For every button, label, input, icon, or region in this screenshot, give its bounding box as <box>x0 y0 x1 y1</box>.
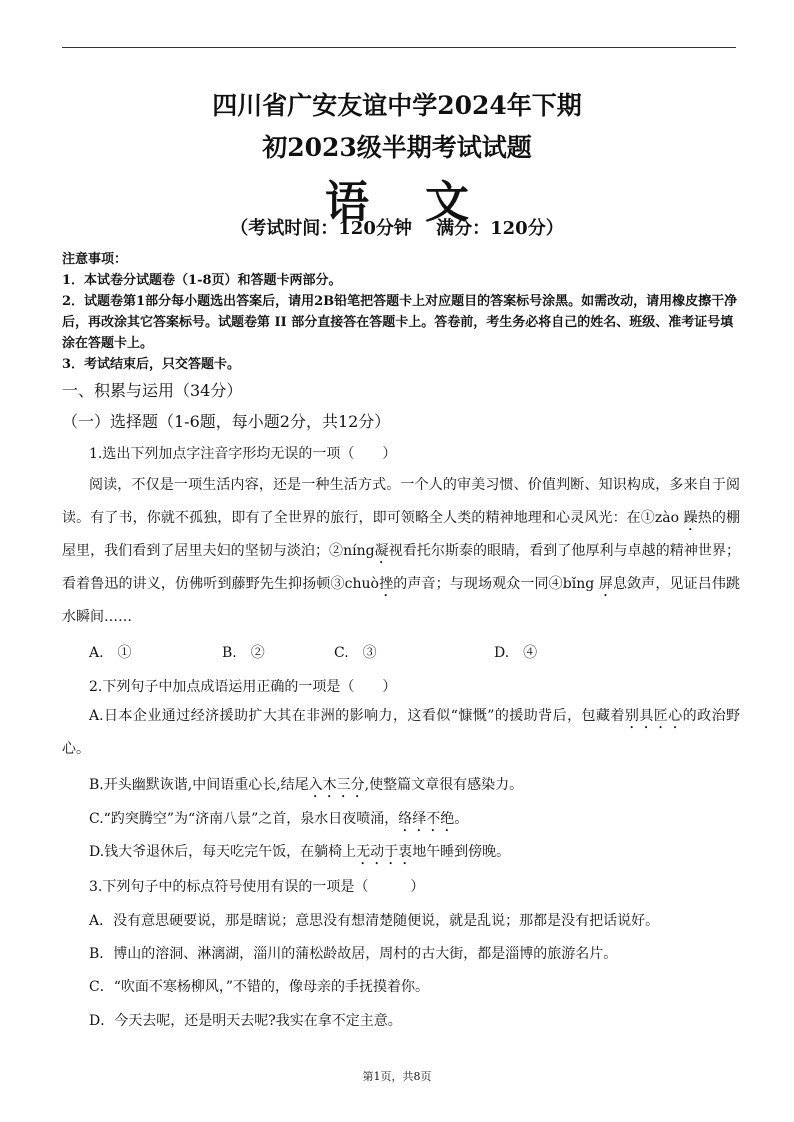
question-3-option-a: A．没有意思硬要说，那是瞎说；意思没有想清楚随便说，就是乱说；那都是没有把话说好。 <box>89 913 660 929</box>
question-1-passage: 阅读，不仅是一项生活内容，还是一种生活方式。一个人的审美习惯、价值判断、知识构成，多来自于阅读。有了书，你就不孤独，即有了全世界的旅行，即可领略全人类的精神地理和心灵风光：在①zào 躁热的棚屋里，我们看到了居里夫妇的坚韧与淡泊；②níng凝视看托尔斯泰的眼睛，看到了他厚利与卓越的精神世界；看着鲁迅的讲义，仿佛听到藤野先生抑扬顿③chuò挫的声音；与现场观众一同④bǐng 屏息敛声，见证吕伟跳水瞬间…… <box>62 477 741 625</box>
question-3-option-d: D．今天去呢，还是明天去呢?我实在拿不定主意。 <box>89 1013 402 1029</box>
question-1-option-d: D. ④ <box>494 645 538 661</box>
question-2-option-b: B.开头幽默诙谐,中间语重心长,结尾入木三分,使整篇文章很有感染力。 <box>89 777 524 793</box>
notice-item-1: 1．本试卷分试题卷（1-8页）和答题卡两部分。 <box>62 273 342 288</box>
notice-title: 注意事项： <box>62 252 128 267</box>
question-3-stem: 3.下列句子中的标点符号使用有误的一项是（ ） <box>89 879 425 895</box>
exam-title: 初2023级半期考试试题 <box>262 133 532 162</box>
subsection-heading: （一）选择题（1-6题，每小题2分，共12分） <box>62 412 391 431</box>
header-rule <box>62 47 736 48</box>
notice-item-2: 2．试题卷第1部分每小题选出答案后，请用2B铅笔把答题卡上对应题目的答案标号涂黑。如需改动，请用橡皮擦干净后，再改涂其它答案标号。试题卷第 II 部分直接答在答题卡上。答卷前，考生务必将自己的姓名、班级、准考证号填涂在答题卡上。 <box>62 294 738 351</box>
question-3-option-b: B．博山的溶洞、淋漓湖，淄川的蒲松龄故居，周村的古大街，都是淄博的旅游名片。 <box>89 946 618 962</box>
question-2-stem: 2.下列句子中加点成语运用正确的一项是（ ） <box>89 679 397 695</box>
question-1-option-b: B. ② <box>222 645 265 661</box>
notice-block <box>62 249 742 375</box>
page-footer: 第1页，共8页 <box>362 1070 432 1083</box>
question-2-option-d: D.钱大爷退休后，每天吃完午饭，在躺椅上无动于衷地午睡到傍晚。 <box>89 844 511 860</box>
question-2-option-c: C.“趵突腾空”为“济南八景”之首，泉水日夜喷涌，络绎不绝。 <box>89 811 469 827</box>
notice-item-3: 3．考试结束后，只交答题卡。 <box>62 357 241 372</box>
subject-title: 语文 <box>325 177 525 228</box>
exam-info: （考试时间：120分钟 满分：120分） <box>230 218 564 239</box>
question-1-option-c: C. ③ <box>334 645 377 661</box>
school-title: 四川省广安友谊中学2024年下期 <box>212 91 582 120</box>
section-heading: 一、积累与运用（34分） <box>62 381 243 400</box>
question-1-option-a: A. ① <box>89 645 132 661</box>
question-3-option-c: C．“吹面不寒杨柳风，”不错的，像母亲的手抚摸着你。 <box>89 979 430 995</box>
question-1-stem: 1.选出下列加点字注音字形均无误的一项（ ） <box>89 446 397 462</box>
question-2-option-a: A.日本企业通过经济援助扩大其在非洲的影响力，这看似“慷慨”的援助背后，包藏着别具匠心的政治野心。 <box>62 708 741 757</box>
